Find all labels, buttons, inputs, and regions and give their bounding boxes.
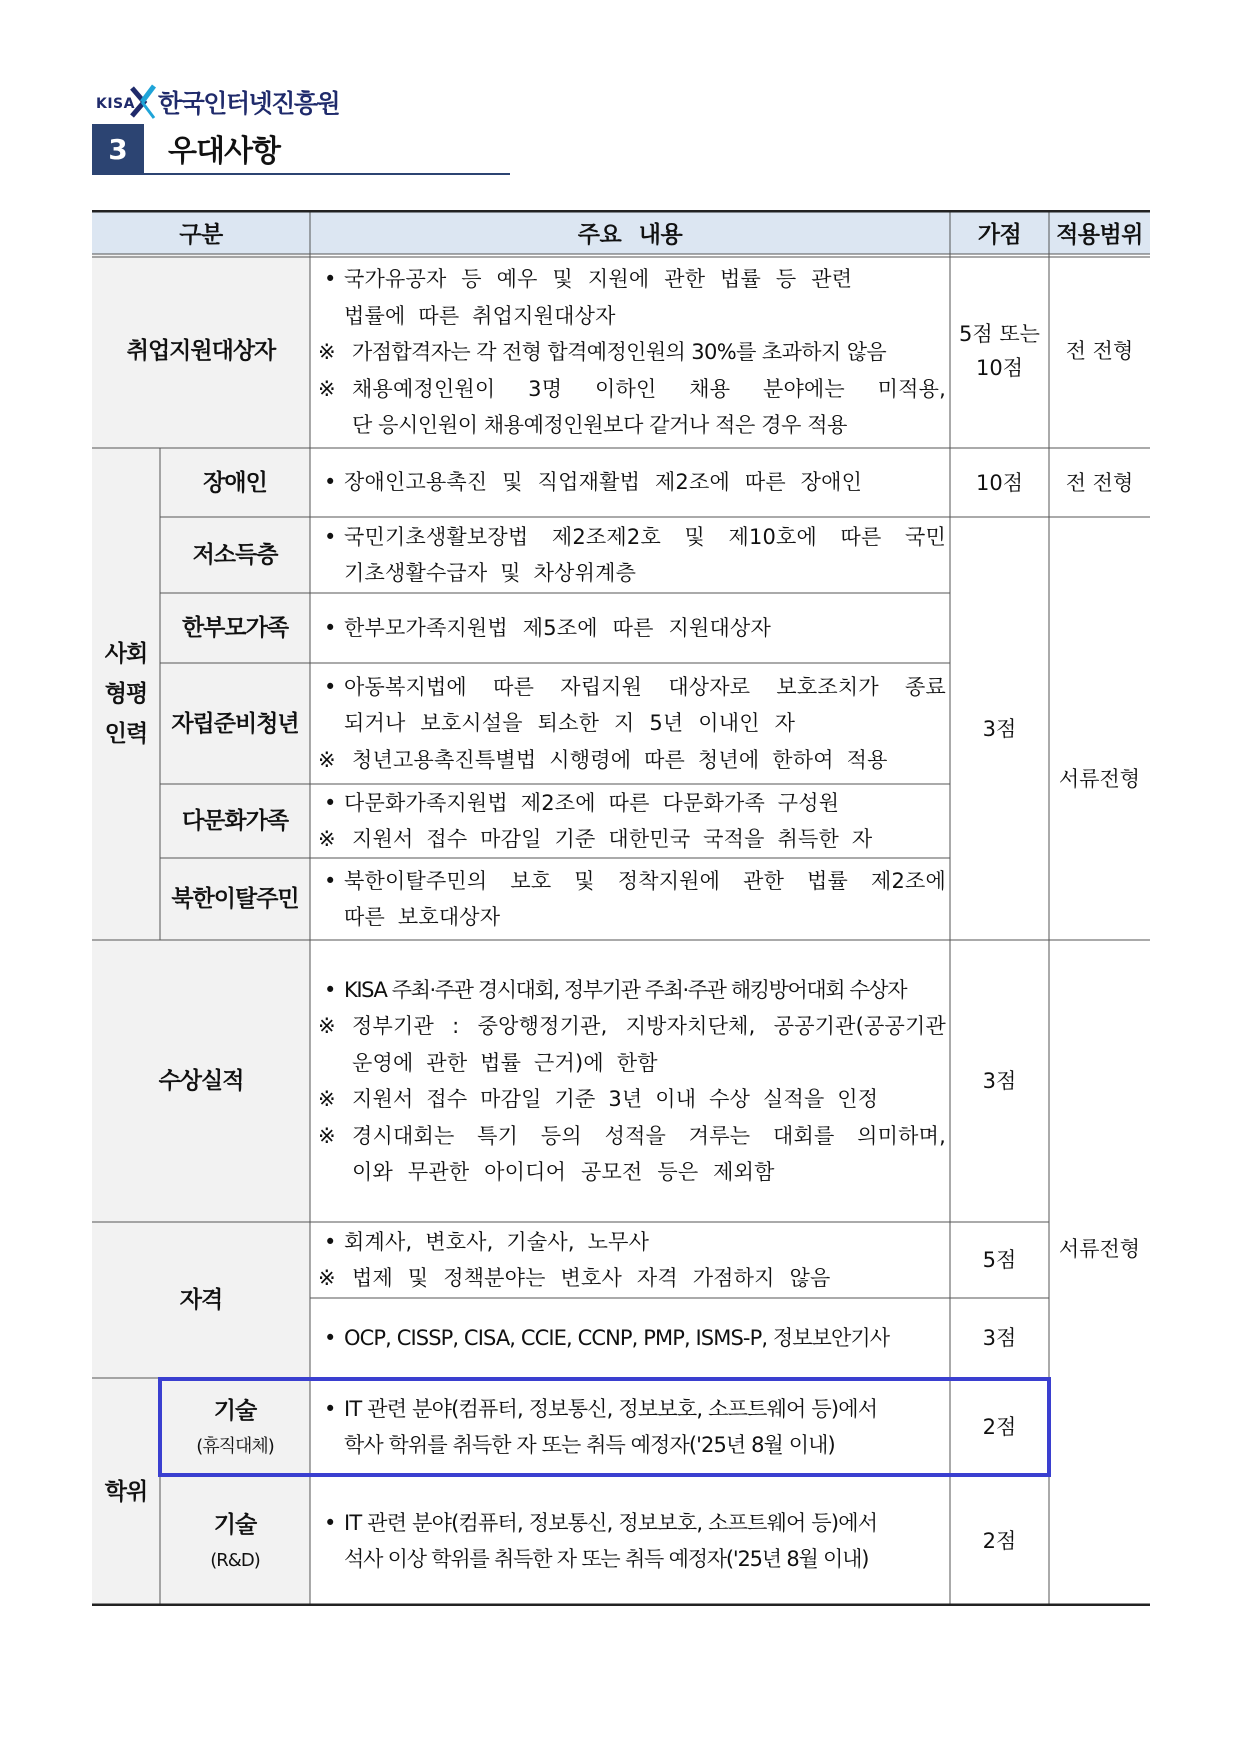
bullet-line: • KISA 주최·주관 경시대회, 정부기관 주최·주관 해킹방어대회 수상자 (324, 977, 907, 1002)
category-sublabel: (휴직대체) (196, 1436, 274, 1457)
points-awards: 3점 (982, 1069, 1017, 1093)
note-line: ※ 정부기관 : 중앙행정기관, 지방자치단체, 공공기관(공공기관 (318, 1014, 946, 1038)
bullet-line: • OCP, CISSP, CISA, CCIE, CCNP, PMP, ISMS-P, 정보보안기사 (324, 1325, 890, 1350)
continued-line: 되거나 보호시설을 퇴소한 지 5년 이내인 자 (344, 711, 796, 736)
bullet-line: • 국가유공자 등 예우 및 지원에 관한 법률 등 관련 (324, 267, 853, 292)
header-scope: 적용범위 (1056, 221, 1143, 248)
bullet-line: • 북한이탈주민의 보호 및 정착지원에 관한 법률 제2조에 (324, 868, 946, 893)
content-certification-b (310, 1298, 950, 1378)
content-tech-rnd (310, 1476, 950, 1606)
category-low-income: 저소득층 (192, 542, 278, 568)
content-youth-independence (310, 663, 950, 784)
note-line: ※ 채용예정인원이 3명 이하인 채용 분야에는 미적용, (318, 376, 946, 401)
content-tech-leave-replacement (310, 1378, 950, 1476)
note-line: ※ 법제 및 정책분야는 변호사 자격 가점하지 않음 (318, 1266, 831, 1290)
continued-line: 석사 이상 학위를 취득한 자 또는 취득 예정자('25년 8월 이내) (344, 1547, 869, 1571)
content-multicultural (310, 784, 950, 858)
section-underline (92, 173, 510, 175)
content-disabled (310, 448, 950, 517)
category-sublabel: (R&D) (210, 1550, 260, 1571)
section-title: 우대사항 (168, 134, 280, 169)
logo-mark-icon (128, 84, 158, 120)
points-tech-leave-replacement: 2점 (982, 1415, 1017, 1439)
bullet-line: • 아동복지법에 따른 자립지원 대상자로 보호조치가 종료 (324, 674, 946, 699)
continued-line: 학사 학위를 취득한 자 또는 취득 예정자('25년 8월 이내) (344, 1433, 835, 1457)
content-low-income (310, 517, 950, 593)
bullet-line: • 다문화가족지원법 제2조에 따른 다문화가족 구성원 (324, 790, 840, 815)
bullet-line: • IT 관련 분야(컴퓨터, 정보통신, 정보보호, 소프트웨어 등)에서 (324, 1396, 878, 1421)
logo-text: KISA (96, 96, 135, 112)
bullet-line: • 한부모가족지원법 제5조에 따른 지원대상자 (324, 615, 771, 640)
category-label: 기술 (213, 1398, 257, 1424)
header-points: 가점 (977, 221, 1022, 248)
continued-line: 단 응시인원이 채용예정인원보다 같거나 적은 경우 적용 (352, 413, 848, 438)
points-certification-a: 5점 (982, 1248, 1017, 1272)
scope-social-group: 서류전형 (1058, 766, 1141, 791)
category-youth-independence: 자립준비청년 (171, 710, 299, 737)
category-multicultural: 다문화가족 (181, 808, 289, 834)
category-veterans: 취업지원대상자 (126, 338, 276, 364)
continued-line: 법률에 따른 취업지원대상자 (344, 303, 616, 328)
category-single-parent: 한부모가족 (181, 615, 289, 641)
category-tech-leave-replacement (160, 1378, 310, 1476)
category-disabled: 장애인 (203, 469, 267, 496)
bullet-line: • 장애인고용촉진 및 직업재활법 제2조에 따른 장애인 (324, 470, 863, 495)
note-line: ※ 청년고용촉진특별법 시행령에 따른 청년에 한하여 적용 (318, 747, 888, 772)
continued-line: 기초생활수급자 및 차상위계층 (344, 561, 637, 585)
note-line: ※ 경시대회는 특기 등의 성적을 겨루는 대회를 의미하며, (318, 1123, 946, 1148)
continued-line: 운영에 관한 법률 근거)에 한함 (352, 1050, 658, 1075)
continued-line: 이와 무관한 아이디어 공모전 등은 제외함 (352, 1160, 775, 1184)
group-degree: 학위 (104, 1479, 148, 1505)
header-content: 주요 내용 (577, 221, 683, 248)
continued-line: 따른 보호대상자 (344, 905, 501, 929)
content-certification-a (310, 1222, 950, 1298)
content-defectors (310, 858, 950, 940)
group-social-equity: 사회 형평 인력 (104, 641, 148, 747)
content-awards (310, 940, 950, 1222)
category-certification: 자격 (179, 1287, 223, 1313)
points-certification-b: 3점 (982, 1326, 1017, 1350)
category-label: 기술 (213, 1512, 257, 1538)
category-awards: 수상실적 (158, 1068, 244, 1094)
content-single-parent (310, 593, 950, 663)
note-line: ※ 가점합격자는 각 전형 합격예정인원의 30%를 초과하지 않음 (318, 340, 887, 365)
note-line: ※ 지원서 접수 마감일 기준 대한민국 국적을 취득한 자 (318, 827, 873, 851)
org-name: 한국인터넷진흥원 (158, 89, 340, 118)
section-number: 3 (92, 124, 144, 174)
preference-table (92, 210, 1150, 1606)
header-category: 구분 (179, 221, 223, 248)
points-tech-rnd: 2점 (982, 1529, 1017, 1553)
note-line: ※ 지원서 접수 마감일 기준 3년 이내 수상 실적을 인정 (318, 1087, 879, 1111)
category-tech-rnd (160, 1476, 310, 1606)
points-disabled: 10점 (975, 470, 1023, 495)
scope-veterans: 전 전형 (1065, 339, 1134, 363)
category-defectors: 북한이탈주민 (171, 886, 299, 912)
points-veterans: 5점 또는 10점 (959, 322, 1040, 380)
bullet-line: • 국민기초생활보장법 제2조제2호 및 제10호에 따른 국민 (324, 524, 946, 549)
bullet-line: • IT 관련 분야(컴퓨터, 정보통신, 정보보호, 소프트웨어 등)에서 (324, 1510, 878, 1535)
scope-awards-certification: 서류전형 (1058, 1237, 1141, 1261)
scope-disabled: 전 전형 (1065, 470, 1134, 495)
content-veterans (310, 257, 950, 448)
points-social-group: 3점 (982, 716, 1017, 741)
kisa-logo (92, 84, 362, 120)
bullet-line: • 회계사, 변호사, 기술사, 노무사 (324, 1229, 650, 1254)
